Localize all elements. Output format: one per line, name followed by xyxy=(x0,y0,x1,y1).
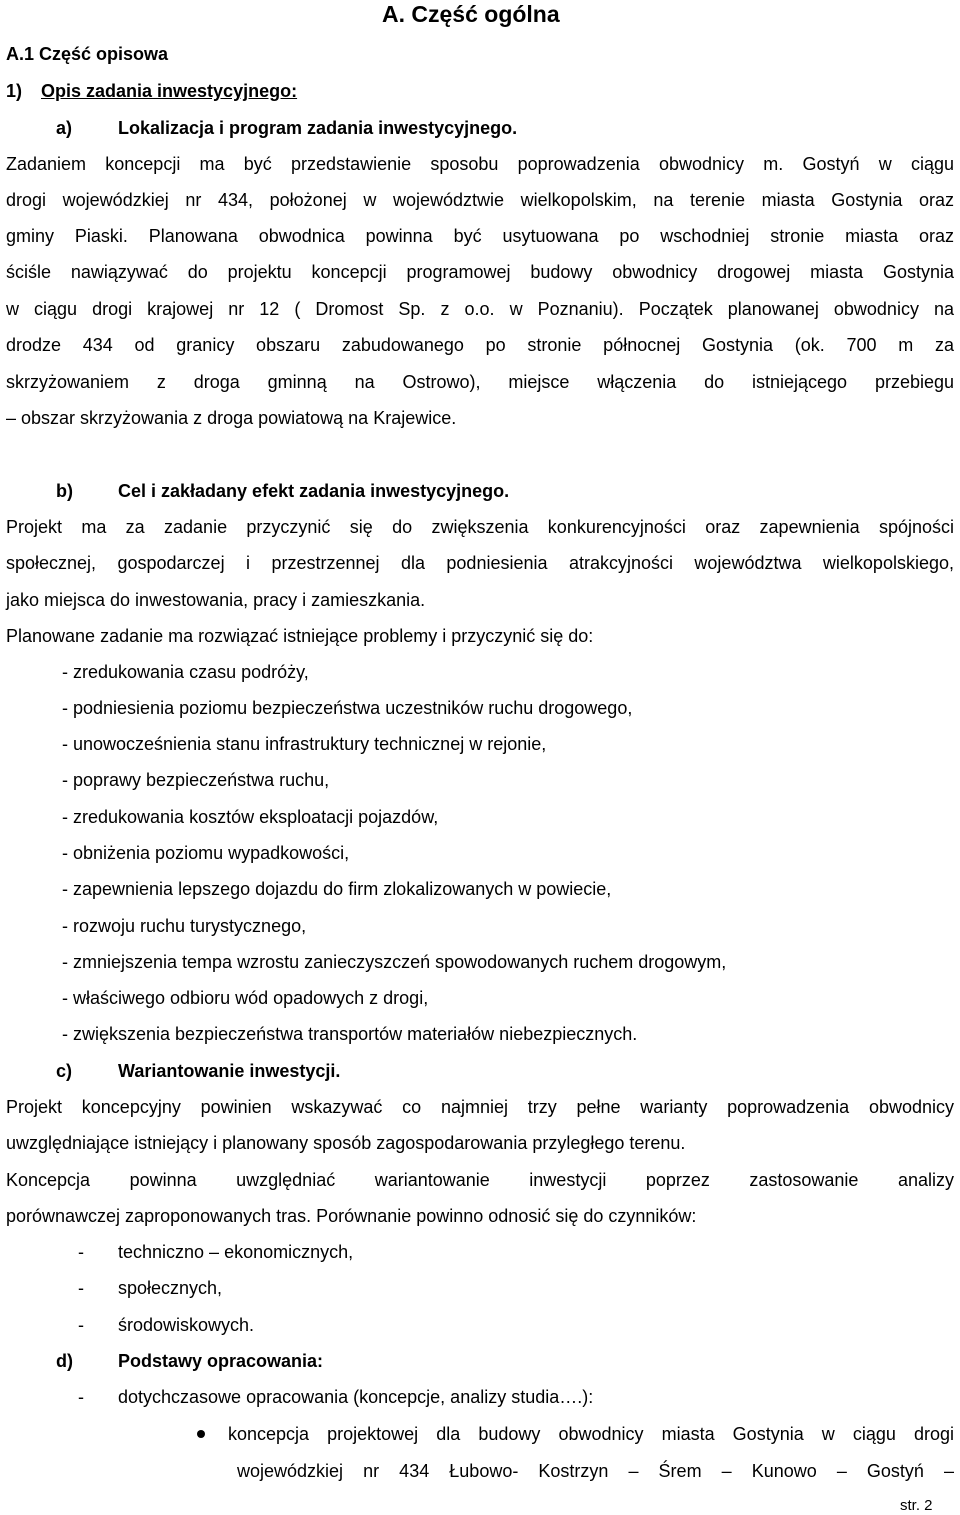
bullet-icon xyxy=(197,1430,205,1438)
section-heading: A.1 Część opisowa xyxy=(6,44,169,64)
paragraph-a-line: – obszar skrzyżowania z droga powiatową na Krajewice. xyxy=(6,408,457,428)
paragraph-b-line: Planowane zadanie ma rozwiązać istniejące problemy i przyczynić się do: xyxy=(6,626,594,646)
paragraph-a-line: drodze 434 od granicy obszaru zabudowanego po stronie północnej Gostynia (ok. 700 m za xyxy=(6,335,954,355)
list-item: - zapewnienia lepszego dojazdu do firm zlokalizowanych w powiecie, xyxy=(62,879,612,899)
paragraph-a-line: gminy Piaski. Planowana obwodnica powinna być usytuowana po wschodniej stronie miasta oraz xyxy=(6,226,954,246)
subheading-text: Opis zadania inwestycyjnego: xyxy=(41,81,298,101)
list-item: - poprawy bezpieczeństwa ruchu, xyxy=(62,770,330,790)
heading-a xyxy=(56,116,517,140)
list-item-text: techniczno – ekonomicznych, xyxy=(118,1242,354,1262)
page-number: str. 2 xyxy=(900,1497,933,1514)
heading-d-text: Podstawy opracowania: xyxy=(118,1351,324,1371)
bullet-line: wojewódzkiej nr 434 Łubowo- Kostrzyn – Śrem – Kunowo – Gostyń – xyxy=(237,1461,954,1481)
paragraph-c-line: Projekt koncepcyjny powinien wskazywać co najmniej trzy pełne warianty poprowadzenia obwodnicy xyxy=(6,1097,954,1117)
list-item: - podniesienia poziomu bezpieczeństwa uczestników ruchu drogowego, xyxy=(62,698,633,718)
paragraph-b-line: Projekt ma za zadanie przyczynić się do zwiększenia konkurencyjności oraz zapewnienia spójności xyxy=(6,517,954,537)
heading-b xyxy=(56,479,509,503)
list-dash: - xyxy=(78,1315,84,1335)
list-item xyxy=(78,1313,254,1337)
list-item-text: środowiskowych. xyxy=(118,1315,255,1335)
heading-b-text: Cel i zakładany efekt zadania inwestycyjnego. xyxy=(118,481,510,501)
heading-d-label: d) xyxy=(56,1351,73,1371)
heading-a-label: a) xyxy=(56,118,73,138)
list-dash: - xyxy=(78,1387,84,1407)
paragraph-a-line: skrzyżowaniem z droga gminną na Ostrowo), miejsce włączenia do istniejącego przebiegu xyxy=(6,372,954,392)
list-item: - unowocześnienia stanu infrastruktury technicznej w rejonie, xyxy=(62,734,547,754)
paragraph-a-line: Zadaniem koncepcji ma być przedstawienie sposobu poprowadzenia obwodnicy m. Gostyń w ciągu xyxy=(6,154,954,174)
bullet-line: koncepcja projektowej dla budowy obwodnicy miasta Gostynia w ciągu drogi xyxy=(228,1424,954,1444)
heading-c-label: c) xyxy=(56,1061,73,1081)
paragraph-b-line: społecznej, gospodarczej i przestrzennej dla podniesienia atrakcyjności województwa wielkopolskiego, xyxy=(6,553,954,573)
list-item: - zwiększenia bezpieczeństwa transportów materiałów niebezpiecznych. xyxy=(62,1024,638,1044)
list-item: - zmniejszenia tempa wzrostu zanieczyszczeń spowodowanych ruchem drogowym, xyxy=(62,952,727,972)
subheading-number: 1) xyxy=(6,81,23,101)
list-item xyxy=(78,1276,222,1300)
list-item-text: społecznych, xyxy=(118,1278,223,1298)
list-item: - obniżenia poziomu wypadkowości, xyxy=(62,843,350,863)
list-item: - zredukowania kosztów eksploatacji pojazdów, xyxy=(62,807,439,827)
paragraph-a-line: drogi wojewódzkiej nr 434, położonej w województwie wielkopolskim, na terenie miasta Gostynia oraz xyxy=(6,190,954,210)
paragraph-c-line: porównawczej zaproponowanych tras. Porównanie powinno odnosić się do czynników: xyxy=(6,1206,697,1226)
paragraph-b-line: jako miejsca do inwestowania, pracy i zamieszkania. xyxy=(6,590,426,610)
list-item-text: dotychczasowe opracowania (koncepcje, analizy studia….): xyxy=(118,1387,594,1407)
list-dash: - xyxy=(78,1242,84,1262)
paragraph-a-line: ściśle nawiązywać do projektu koncepcji programowej budowy obwodnicy drogowej miasta Gostynia xyxy=(6,262,954,282)
heading-c-text: Wariantowanie inwestycji. xyxy=(118,1061,341,1081)
list-item xyxy=(78,1385,593,1409)
heading-d xyxy=(56,1349,323,1373)
heading-b-label: b) xyxy=(56,481,73,501)
paragraph-c-line: uwzględniające istniejący i planowany sposób zagospodarowania przyległego terenu. xyxy=(6,1133,686,1153)
paragraph-c-line: Koncepcja powinna uwzględniać wariantowanie inwestycji poprzez zastosowanie analizy xyxy=(6,1170,954,1190)
list-item: - właściwego odbioru wód opadowych z drogi, xyxy=(62,988,429,1008)
list-item xyxy=(78,1240,353,1264)
list-item: - zredukowania czasu podróży, xyxy=(62,662,309,682)
list-item: - rozwoju ruchu turystycznego, xyxy=(62,916,307,936)
subheading xyxy=(6,79,954,103)
heading-a-text: Lokalizacja i program zadania inwestycyjnego. xyxy=(118,118,518,138)
heading-c xyxy=(56,1059,340,1083)
list-dash: - xyxy=(78,1278,84,1298)
paragraph-a-line: w ciągu drogi krajowej nr 12 ( Dromost Sp. z o.o. w Poznaniu). Początek planowanej obwodnicy na xyxy=(6,299,954,319)
document-title: A. Część ogólna xyxy=(382,1,560,27)
